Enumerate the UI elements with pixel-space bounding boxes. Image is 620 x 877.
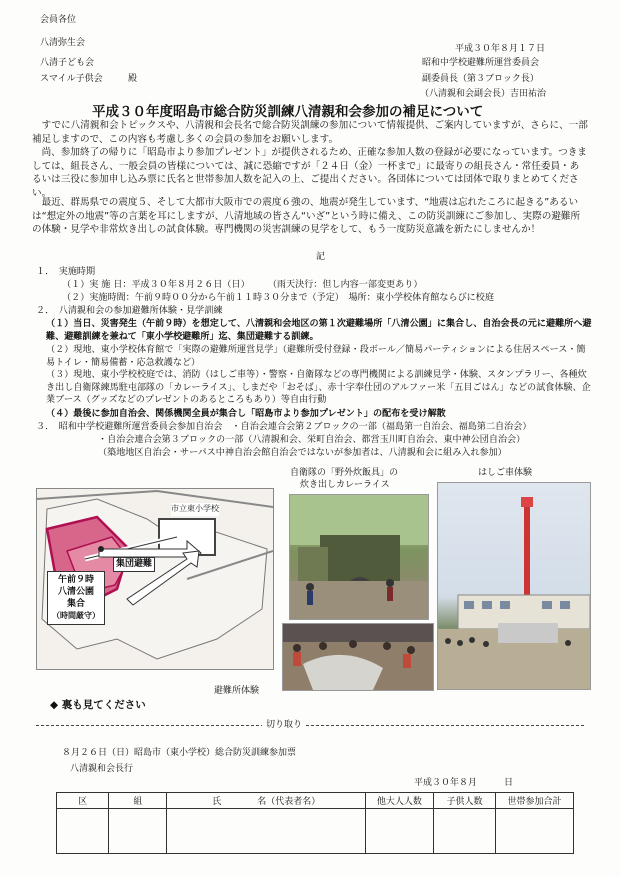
ki-mark: 記 bbox=[316, 252, 326, 262]
document-date: 平成３０年８月１７日 bbox=[455, 44, 546, 54]
item-2-3: （３）現地、東小学校校庭では、消防（はしご車等）・警察・自衛隊などの専門機関による訓練見学・体験、スタンプラリー、各種炊き出し自衛隊練馬駐屯部隊の「カレーライス」、しまだや「おそば」、赤十字奉仕団のアルファー米「五目ごはん」などの試食体験、企業ブース（グッズなどのプレゼントのあるところもあり）等自由行動 bbox=[46, 370, 591, 406]
col-kumi: 組 bbox=[109, 793, 167, 809]
form-heading: ８月２６日（日）昭島市（東小学校）総合防災訓練参加票 bbox=[62, 748, 297, 758]
registration-table bbox=[56, 792, 574, 854]
ladder-photo-graphic bbox=[438, 483, 590, 689]
evacuation-map bbox=[36, 488, 274, 670]
section-3-line-3: （築地地区自治会・サーパス中神自治会館自治会ではないが参加者は、八清親和会に組み入れ参加） bbox=[98, 448, 507, 458]
item-2-1: （１）当日、災害発生（午前９時）を想定して、八清親和会地区の第１次避難場所「八清公園」に集合し、自治会長の元に避難所へ避難、避難訓練を兼ねて「東小学校避難所」迄、集団避難する訓練。 bbox=[46, 319, 592, 342]
form-date: 平成３０年８月 日 bbox=[414, 778, 514, 788]
curry-photo bbox=[289, 494, 429, 620]
section-2-heading: ２． 八清親和会の参加避難所体験・見学訓練 bbox=[36, 306, 223, 316]
addressee-2: 八清弥生会 bbox=[40, 38, 86, 48]
cell-children[interactable] bbox=[433, 809, 495, 854]
map-evac-label: 集団避難 bbox=[113, 557, 155, 572]
caption-curry-1: 自衛隊の「野外炊飯具」の bbox=[290, 468, 399, 478]
col-ku: 区 bbox=[57, 793, 109, 809]
col-total: 世帯参加合計 bbox=[496, 793, 574, 809]
document-title: 平成３０年度昭島市総合防災訓練八清親和会参加の補足について bbox=[92, 104, 484, 120]
paragraph-2: 尚、参加終了の帰りに「昭島市より参加プレゼント」が提供されるため、正確な参加人数の登録が必要になっています。つきましては、組長さん、一般会員の皆様については、誠に恐縮ですが「２４日（金）一杯まで」に最寄りの組長さん・常任委員・あるいは三役に参加申し込み票に氏名と世帯参加人数を記入の上、ご提出ください。各団体については団体で取りまとめてください。 bbox=[32, 147, 587, 199]
shelter-photo bbox=[282, 623, 434, 691]
addressee-dono: 殿 bbox=[128, 74, 138, 84]
form-recipient: 八清親和会長行 bbox=[70, 764, 134, 774]
addressee-3: 八清子ども会 bbox=[40, 58, 95, 68]
col-name: 氏 名（代表者名） bbox=[167, 793, 365, 809]
meet-strict: （時間厳守） bbox=[52, 611, 100, 620]
section-3-line-2: ・自治会連合会第３ブロックの一部（八清親和会、栄町自治会、都営玉川町自治会、東中神公団自治会） bbox=[98, 435, 526, 445]
curry-photo-graphic bbox=[290, 495, 428, 619]
cut-line bbox=[36, 725, 584, 726]
item-date: （１）実 施 日：平成３０年８月２６日（日） （雨天決行：但し内容一部変更あり） bbox=[62, 280, 423, 290]
cut-label: 切り取り bbox=[262, 719, 306, 732]
item-2-2: （２）現地、東小学校体育館で「実際の避難所運営見学」（避難所受付登録・段ボール／簡易パーティションによる住居スペース・簡易トイレ・簡易備蓄・応急救護など） bbox=[46, 345, 586, 368]
map-school-label: 市立東小学校 bbox=[171, 503, 219, 516]
table-entry-row bbox=[57, 809, 574, 854]
col-adults: 他大人人数 bbox=[365, 793, 433, 809]
addressee-1: 会員各位 bbox=[40, 15, 77, 25]
section-3-heading: ３． 昭和中学校避難所運営委員会参加自治会 ・自治会連合会第２ブロックの一部（福島第一自治会、福島第二自治会） bbox=[36, 422, 532, 432]
paragraph-1: すでに八清親和会トピックスや、八清親和会長名で総合防災訓練の参加について情報提供、ご案内していますが、さらに、一部補足しますので、この内容も考慮し多くの会員の参加をお願いします。 bbox=[32, 120, 588, 145]
map-meeting-box bbox=[47, 571, 105, 625]
table-header-row bbox=[57, 793, 574, 809]
cell-adults[interactable] bbox=[365, 809, 433, 854]
caption-shelter: 避難所体験 bbox=[214, 686, 260, 696]
paragraph-3: 最近、群馬県での震度５、そして大都市大阪市での震度６強の、地震が発生しています、“地震は忘れたころに起きる”あるいは“想定外の地震”等の言葉を耳にしますが、八清地域の皆さん“いざ”という時に備え、この防災訓練にご参加し、実際の避難所の体験・見学や非常炊き出しの試食体験。専門機関の災害訓練の見学をして、もう一度防災意識を新たにしませんか！ bbox=[32, 197, 581, 236]
ladder-truck-photo bbox=[437, 482, 591, 690]
meet-place: 八清公園 bbox=[57, 587, 94, 597]
caption-ladder: はしご車体験 bbox=[478, 468, 533, 478]
cell-ku[interactable] bbox=[57, 809, 109, 854]
shelter-photo-graphic bbox=[283, 624, 433, 690]
meet-assemble: 集合 bbox=[66, 599, 85, 609]
meet-time: 午前９時 bbox=[57, 575, 94, 585]
section-1-heading: １． 実施時期 bbox=[36, 267, 96, 277]
sender-org: 昭和中学校避難所運営委員会 bbox=[422, 58, 540, 68]
cell-total[interactable] bbox=[496, 809, 574, 854]
col-children: 子供人数 bbox=[433, 793, 495, 809]
cell-name[interactable] bbox=[167, 809, 365, 854]
item-2-4: （４）最後に参加自治会、関係機関全員が集合し「昭島市より参加プレゼント」の配布を受け解散 bbox=[46, 409, 446, 419]
sender-name: （八清親和会副会長）吉田祐治 bbox=[420, 89, 547, 99]
addressee-4: スマイル子供会 bbox=[40, 74, 103, 84]
back-note: ◆ 裏も見てください bbox=[50, 699, 146, 711]
cell-kumi[interactable] bbox=[109, 809, 167, 854]
sender-role: 副委員長（第３ブロック長） bbox=[422, 74, 539, 84]
caption-curry-2: 炊き出しカレーライス bbox=[300, 480, 390, 490]
item-time: （２）実施時間：午前９時００分から午前１１時３０分まで（予定） 場所：東小学校体育館ならびに校庭 bbox=[62, 293, 494, 303]
